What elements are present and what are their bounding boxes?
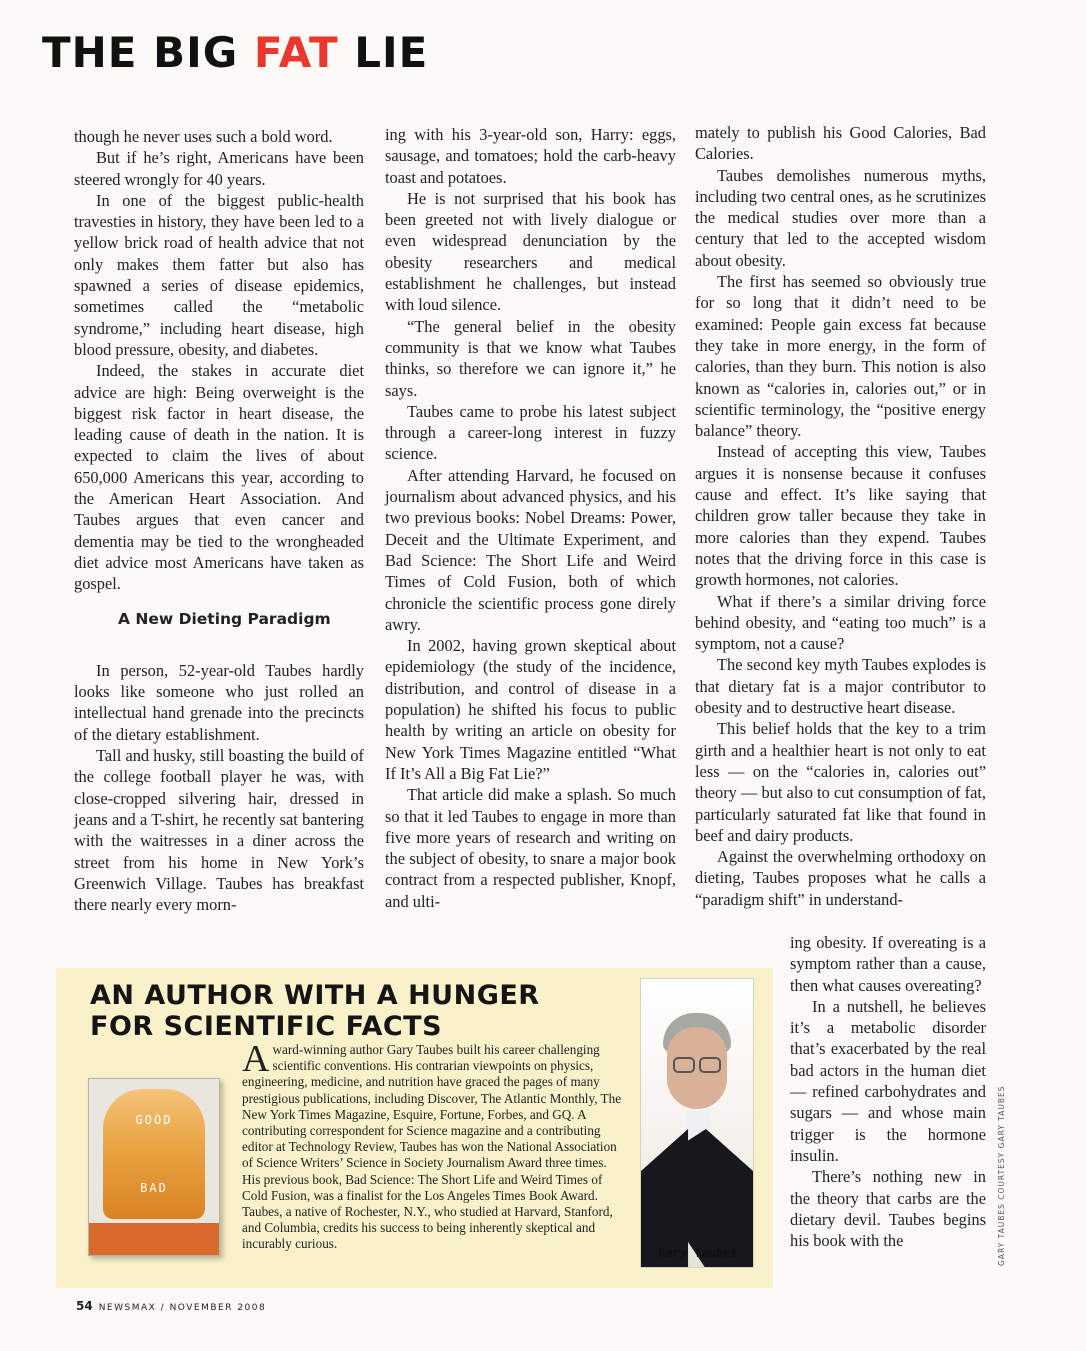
- paragraph: ing obesity. If overeating is a symptom rather than a cause, then what causes overeating?: [790, 933, 986, 995]
- paragraph: Taubes demolishes numerous myths, including two central ones, as he scrutinizes the medical studies over more than a century that led to the accepted wisdom about obesity.: [695, 165, 986, 270]
- paragraph: After attending Harvard, he focused on journalism about advanced physics, and his two previous books: Nobel Dreams: Power, Deceit and the Ultimate Experiment, and Bad Science: The Short Life and Weird Times of Cold Fusion, both of which chronicle the scientific process gone direly awry.: [385, 465, 676, 634]
- page-footer: [76, 1299, 266, 1313]
- paragraph: In person, 52-year-old Taubes hardly looks like someone who just rolled an intellectual hand grenade into the precincts of the dietary establishment.: [74, 660, 364, 744]
- paragraph: But if he’s right, Americans have been steered wrongly for 40 years.: [74, 148, 364, 189]
- section-subhead: A New Dieting Paradigm: [118, 609, 331, 628]
- sidebar-title-line2: FOR SCIENTIFIC FACTS: [90, 1011, 443, 1042]
- photo-glasses-right: [699, 1057, 721, 1073]
- drop-cap: A: [242, 1038, 270, 1080]
- paragraph: In one of the biggest public-health travesties in history, they have been led to a yellow brick road of health advice that not only makes them fatter but also has spawned a series of disease epidemics, sometimes called the “metabolic syndrome,” including heart disease, high blood pressure, obesity, and diabetes.: [74, 190, 364, 359]
- book-cover-image: [88, 1078, 220, 1256]
- headline-highlight: FAT: [253, 28, 339, 77]
- headline-part1: THE BIG: [42, 28, 254, 77]
- paragraph: Instead of accepting this view, Taubes argues it is nonsense because it confuses cause and effect. It’s like saying that children grow taller because they take in more calories than they expend. Taubes notes that the driving force in this case is growth hormones, not calories.: [695, 442, 986, 590]
- headline: [42, 28, 428, 77]
- paragraph: Tall and husky, still boasting the build of the college football player he was, with close-cropped silvering hair, dressed in jeans and a T-shirt, he recently sat bantering with the waitresses in a diner across the street from his home in New York’s Greenwich Village. Taubes has breakfast there nearly every morn-: [74, 746, 364, 915]
- sidebar-title-line1: AN AUTHOR WITH A HUNGER: [90, 980, 540, 1011]
- book-cover-word-bad: BAD: [140, 1181, 168, 1195]
- paragraph: mately to publish his Good Calories, Bad Calories.: [695, 123, 986, 164]
- paragraph: What if there’s a similar driving force behind obesity, and “eating too much” is a symptom, not a cause?: [695, 591, 986, 654]
- paragraph: ing with his 3-year-old son, Harry: eggs, sausage, and tomatoes; hold the carb-heavy toast and potatoes.: [385, 125, 676, 187]
- book-cover-strip: [89, 1223, 219, 1255]
- paragraph: That article did make a splash. So much so that it led Taubes to engage in more than five more years of research and writing on the subject of obesity, to snare a major book contract from a respected publisher, Knopf, and ulti-: [385, 785, 676, 911]
- article-column-3: [695, 122, 986, 910]
- paragraph: In a nutshell, he believes it’s a metabolic disorder that’s exacerbated by the real bad actors in the human diet — refined carbohydrates and sugars — and whose main trigger is the hormone insulin.: [790, 996, 986, 1165]
- sidebar-title: [90, 980, 540, 1042]
- paragraph: Indeed, the stakes in accurate diet advice are high: Being overweight is the biggest risk factor in heart disease, the leading cause of death in the nation. It is expected to claim the lives of about 650,000 Americans this year, according to the American Heart Association. And Taubes argues that even cancer and dementia may be tied to the wrongheaded diet advice most Americans have taken as gospel.: [74, 361, 364, 594]
- photo-glasses-left: [673, 1057, 695, 1073]
- author-photo: [640, 978, 754, 1268]
- photo-credit: GARY TAUBES COURTESY GARY TAUBES: [997, 1085, 1006, 1266]
- paragraph: The second key myth Taubes explodes is that dietary fat is a major contributor to obesity and to destructive heart disease.: [695, 655, 986, 718]
- publication-date: NEWSMAX / NOVEMBER 2008: [98, 1303, 267, 1313]
- book-cover-word-good: GOOD: [135, 1113, 173, 1127]
- paragraph: In 2002, having grown skeptical about epidemiology (the study of the incidence, distribution, and control of disease in a population) he shifted his focus to public health by writing an article on obesity for New York Times Magazine entitled “What If It’s All a Big Fat Lie?”: [385, 636, 676, 783]
- sidebar-bio: [242, 1038, 622, 1253]
- article-column-3-continued: [790, 932, 986, 1251]
- article-column-1: [74, 126, 364, 915]
- author-sidebar: [56, 968, 773, 1288]
- paragraph: “The general belief in the obesity community is that we know what Taubes thinks, so therefore we can ignore it,” he says.: [385, 316, 676, 400]
- paragraph: Against the overwhelming orthodoxy on dieting, Taubes proposes what he calls a “paradigm shift” in understand-: [695, 847, 986, 909]
- paragraph: This belief holds that the key to a trim girth and a healthier heart is not only to eat less — on the “calories in, calories out” theory — but also to cut consumption of fat, particularly saturated fat like that found in beef and dairy products.: [695, 719, 986, 845]
- sidebar-bio-text: ward-winning author Gary Taubes built his career challenging scientific conventions. His contrarian viewpoints on physics, engineering, medicine, and nutrition have graced the pages of many prestigious publications, including Discover, The Atlantic Monthly, The New York Times Magazine, Esquire, Fortune, Forbes, and GQ. A contributing correspondent for Science magazine and a contributing editor at Technology Review, Taubes has won the National Association of Science Writers’ Science in Society Journalism Award three times. His previous book, Bad Science: The Short Life and Weird Times of Cold Fusion, was a finalist for the Los Angeles Times Book Award. Taubes, a native of Rochester, N.Y., who studied at Harvard, Stanford, and Columbia, credits his success to being inherently skeptical and incurably curious.: [242, 1042, 622, 1252]
- paragraph: though he never uses such a bold word.: [74, 127, 333, 146]
- page-number: 54: [76, 1299, 93, 1313]
- headline-part2: LIE: [338, 28, 429, 77]
- paragraph: Taubes came to probe his latest subject through a career-long interest in fuzzy science.: [385, 401, 676, 464]
- toast-graphic: [103, 1089, 205, 1219]
- paragraph: There’s nothing new in the theory that carbs are the dietary devil. Taubes begins his book with the: [790, 1167, 986, 1251]
- photo-caption: Gary Taubes: [658, 1246, 738, 1260]
- paragraph: He is not surprised that his book has been greeted not with lively dialogue or even widespread denunciation by the obesity researchers and medical establishment he challenges, but instead with loud silence.: [385, 188, 676, 315]
- article-column-2: [385, 124, 676, 912]
- paragraph: The first has seemed so obviously true for so long that it didn’t need to be examined: People gain excess fat because they take in more energy, in the form of calories, than they burn. This notion is also known as “calories in, calories out,” or in scientific terminology, the “positive energy balance” theory.: [695, 272, 986, 441]
